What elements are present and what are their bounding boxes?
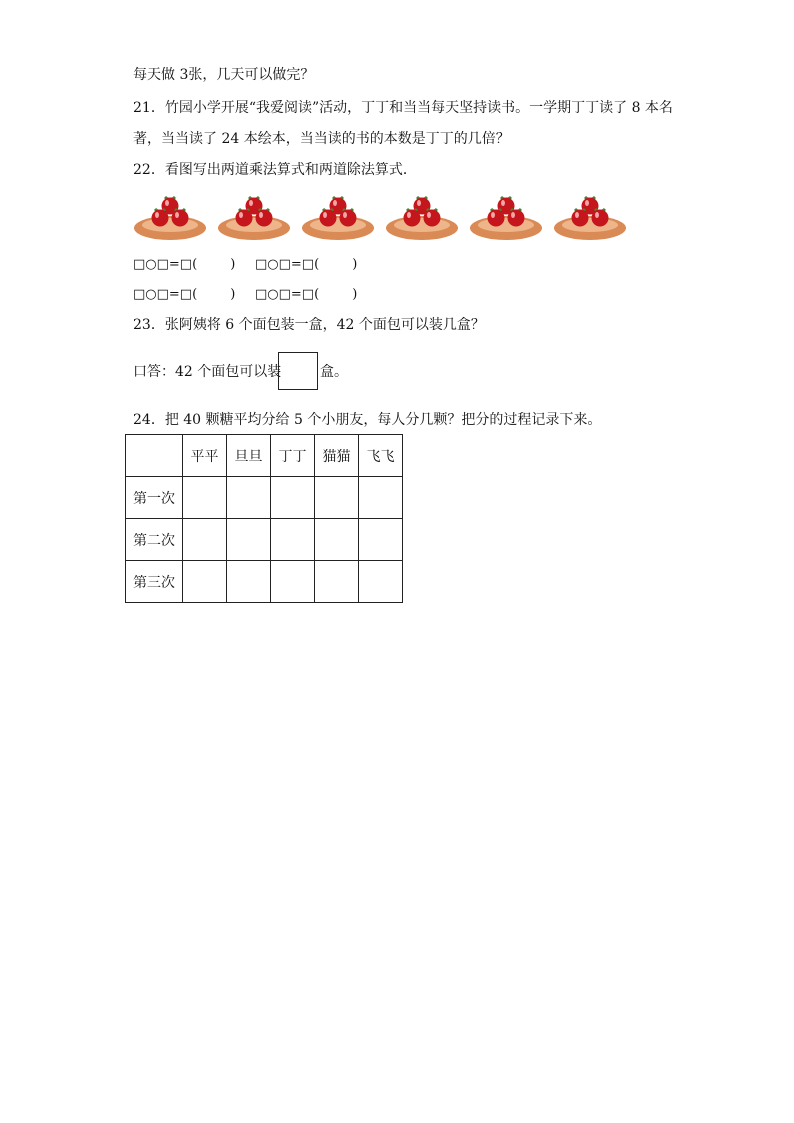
apple (404, 210, 421, 227)
apple-highlight (575, 212, 579, 218)
apple-highlight (239, 212, 243, 218)
plate-of-apples (469, 188, 543, 244)
row-label: 第一次 (126, 477, 183, 519)
question-22: 22．看图写出两道乘法算式和两道除法算式． (133, 162, 417, 178)
table-cell[interactable] (227, 477, 271, 519)
apple (592, 210, 609, 227)
table-row (126, 477, 403, 519)
plate-rim (142, 218, 198, 232)
plate-rim (394, 218, 450, 232)
table-header-cell: 飞飞 (359, 435, 403, 477)
apple (340, 210, 357, 227)
table-header-cell: 丁丁 (271, 435, 315, 477)
apple-highlight (175, 212, 179, 218)
equation-mult-2: □○□=□( ) (255, 257, 358, 272)
apple-highlight (155, 212, 159, 218)
apple (172, 210, 189, 227)
table-cell[interactable] (227, 519, 271, 561)
distribution-table (125, 434, 403, 603)
table-header-cell: 平平 (183, 435, 227, 477)
apple (424, 210, 441, 227)
apple (488, 210, 505, 227)
apple (256, 210, 273, 227)
table-cell[interactable] (227, 561, 271, 603)
plate-rim (478, 218, 534, 232)
apple-highlight (343, 212, 347, 218)
table-row (126, 519, 403, 561)
plate-of-apples (301, 188, 375, 244)
plate-of-apples (553, 188, 627, 244)
table-cell[interactable] (271, 561, 315, 603)
table-cell[interactable] (315, 519, 359, 561)
plate-rim (310, 218, 366, 232)
apple-highlight (511, 212, 515, 218)
table-cell[interactable] (271, 477, 315, 519)
plate-of-apples (385, 188, 459, 244)
plate-rim (562, 218, 618, 232)
table-cell[interactable] (183, 477, 227, 519)
table-cell[interactable] (359, 477, 403, 519)
table-cell[interactable] (315, 477, 359, 519)
question-23-answer-prefix: 口答：42 个面包可以装 (133, 364, 282, 380)
apple-highlight (585, 200, 589, 206)
table-cell[interactable] (315, 561, 359, 603)
apple (152, 210, 169, 227)
row-label: 第二次 (126, 519, 183, 561)
apple-highlight (323, 212, 327, 218)
apple-highlight (249, 200, 253, 206)
table-header-cell: 猫猫 (315, 435, 359, 477)
apple-highlight (501, 200, 505, 206)
apple-highlight (259, 212, 263, 218)
apple (508, 210, 525, 227)
table-header-cell: 旦旦 (227, 435, 271, 477)
answer-box[interactable] (278, 352, 318, 390)
apple-highlight (595, 212, 599, 218)
plate-rim (226, 218, 282, 232)
table-cell[interactable] (359, 561, 403, 603)
table-cell[interactable] (271, 519, 315, 561)
apple-highlight (407, 212, 411, 218)
plate-of-apples (133, 188, 207, 244)
table-cell[interactable] (183, 519, 227, 561)
table-header-row (126, 435, 403, 477)
apple-highlight (427, 212, 431, 218)
apple-highlight (417, 200, 421, 206)
equation-mult-1: □○□=□( ) (133, 257, 236, 272)
question-23-answer-suffix: 盒。 (320, 364, 348, 380)
table-header-cell (126, 435, 183, 477)
apple-highlight (333, 200, 337, 206)
apple (236, 210, 253, 227)
question-20-tail: 每天做 3张，几天可以做完？ (133, 67, 315, 83)
table-cell[interactable] (183, 561, 227, 603)
table-row (126, 561, 403, 603)
apple-highlight (165, 200, 169, 206)
question-23: 23．张阿姨将 6 个面包装一盒，42 个面包可以装几盒？ (133, 317, 485, 333)
question-24: 24．把 40 颗糖平均分给 5 个小朋友，每人分几颗？把分的过程记录下来。 (133, 412, 602, 428)
row-label: 第三次 (126, 561, 183, 603)
apple (320, 210, 337, 227)
question-21-line2: 著，当当读了 24 本绘本，当当读的书的本数是丁丁的几倍？ (133, 131, 510, 147)
apple (572, 210, 589, 227)
apple-plates-figure (133, 188, 653, 244)
plate-of-apples (217, 188, 291, 244)
equation-div-2: □○□=□( ) (255, 287, 358, 302)
table-cell[interactable] (359, 519, 403, 561)
question-21-line1: 21．竹园小学开展“我爱阅读”活动，丁丁和当当每天坚持读书。一学期丁丁读了 8 本名 (133, 100, 673, 116)
apple-highlight (491, 212, 495, 218)
equation-div-1: □○□=□( ) (133, 287, 236, 302)
